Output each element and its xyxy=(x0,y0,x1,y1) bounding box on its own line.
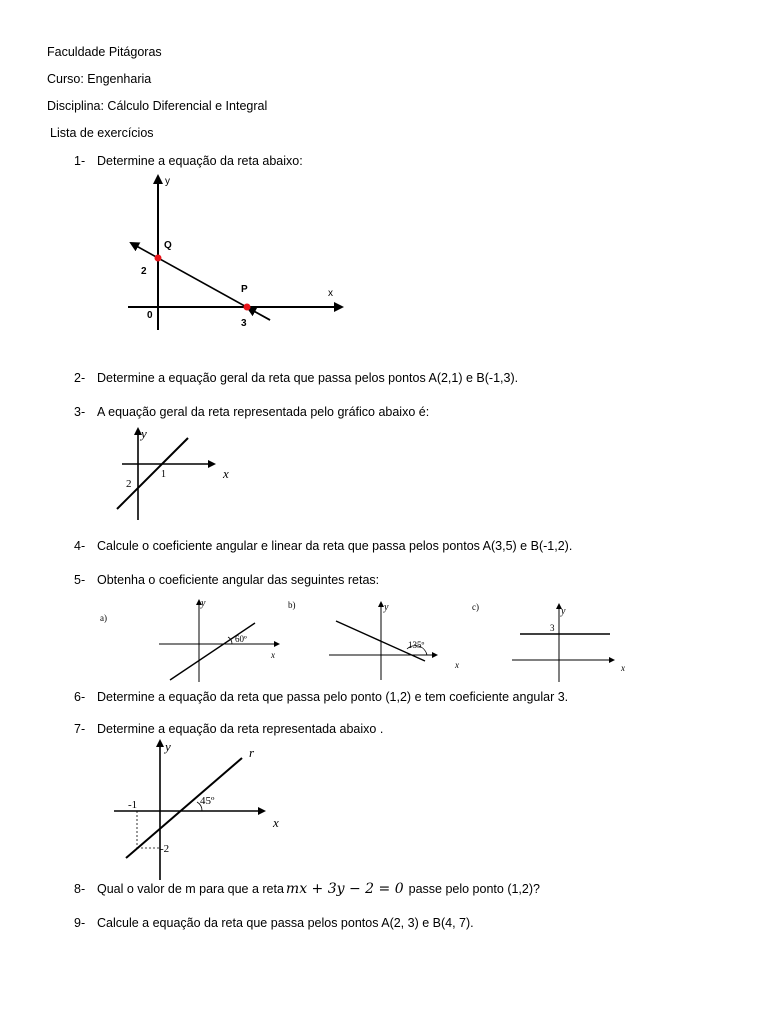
fig5a-x-label: x xyxy=(271,650,275,660)
fig7-y-label: y xyxy=(165,739,171,754)
question-7-number: 7- xyxy=(74,722,86,736)
fig3-x-label: x xyxy=(223,466,229,481)
fig5c-label: c) xyxy=(472,602,479,612)
question-4-number: 4- xyxy=(74,539,86,553)
fig1-point-q xyxy=(155,255,162,262)
fig5b-x-label: x xyxy=(455,660,459,670)
course-name: Curso: Engenharia xyxy=(47,72,152,86)
fig7-line xyxy=(126,758,242,858)
question-1-number: 1- xyxy=(74,154,86,168)
figure-1-line-graph xyxy=(120,170,350,335)
question-9-text: Calcule a equação da reta que passa pelos pontos A(2, 3) e B(4, 7). xyxy=(97,916,474,930)
figure-5c-line-graph xyxy=(470,596,635,686)
fig5a-label: a) xyxy=(100,613,107,623)
fig1-point-p xyxy=(244,304,251,311)
question-3-text: A equação geral da reta representada pelo gráfico abaixo é: xyxy=(97,405,430,419)
fig3-tick-2: 2 xyxy=(126,478,132,490)
question-6-number: 6- xyxy=(74,690,86,704)
question-4-text: Calcule o coeficiente angular e linear da reta que passa pelos pontos A(3,5) e B(-1,2). xyxy=(97,539,573,553)
question-2-text: Determine a equação geral da reta que passa pelos pontos A(2,1) e B(-1,3). xyxy=(97,371,519,385)
question-5-text: Obtenha o coeficiente angular das seguintes retas: xyxy=(97,573,380,587)
question-1-text: Determine a equação da reta abaixo: xyxy=(97,154,303,168)
question-3-number: 3- xyxy=(74,405,86,419)
fig5c-x-label: x xyxy=(621,663,625,673)
fig7-tick-minus1: -1 xyxy=(128,799,138,811)
figure-7-line-graph xyxy=(110,737,300,882)
fig1-tick-2: 2 xyxy=(141,266,147,277)
list-title: Lista de exercícios xyxy=(50,126,154,140)
question-8-equation: mx + 3y − 2 = 0 xyxy=(285,881,404,897)
institution-name: Faculdade Pitágoras xyxy=(47,45,162,59)
fig7-r-label: r xyxy=(249,745,255,760)
fig3-tick-1: 1 xyxy=(161,469,166,480)
question-8-text-after: passe pelo ponto (1,2)? xyxy=(408,882,540,896)
fig5b-y-label: y xyxy=(384,602,389,613)
fig1-line-end-arrow xyxy=(248,308,270,320)
fig5a-line xyxy=(170,623,255,680)
fig5a-angle-label: 60º xyxy=(235,634,247,644)
fig5b-label: b) xyxy=(288,600,296,610)
discipline-name: Disciplina: Cálculo Diferencial e Integral xyxy=(47,99,268,113)
fig5a-y-label: y xyxy=(201,598,206,609)
question-9-number: 9- xyxy=(74,916,86,930)
fig3-y-label: y xyxy=(141,426,147,441)
figure-5a-line-graph xyxy=(95,596,285,686)
fig1-tick-0: 0 xyxy=(147,310,153,321)
question-8-text-before: Qual o valor de m para que a reta xyxy=(97,882,284,896)
fig1-x-label: x xyxy=(328,288,333,299)
fig7-tick-minus2: -2 xyxy=(160,843,170,855)
question-2-number: 2- xyxy=(74,371,86,385)
question-5-number: 5- xyxy=(74,573,86,587)
question-6-text: Determine a equação da reta que passa pelo ponto (1,2) e tem coeficiente angular 3. xyxy=(97,690,569,704)
fig1-p-label: P xyxy=(241,284,248,295)
fig7-x-label: x xyxy=(273,815,279,830)
fig3-line xyxy=(117,438,188,509)
fig1-q-label: Q xyxy=(164,240,172,251)
question-8-number: 8- xyxy=(74,882,86,896)
fig7-angle-label: 45º xyxy=(200,795,215,807)
fig5c-tick-3: 3 xyxy=(550,623,555,633)
figure-5b-line-graph xyxy=(285,596,470,686)
fig5b-angle-label: 135º xyxy=(408,640,425,650)
fig5c-y-label: y xyxy=(561,606,566,617)
figure-3-line-graph xyxy=(110,425,240,525)
fig1-tick-3: 3 xyxy=(241,318,247,329)
fig1-y-label: y xyxy=(165,176,170,187)
question-7-text: Determine a equação da reta representada abaixo . xyxy=(97,722,384,736)
question-8-text xyxy=(97,881,540,897)
